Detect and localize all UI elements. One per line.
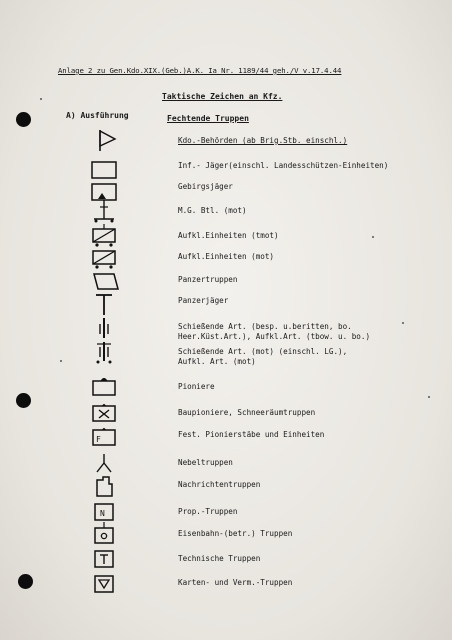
section-label: A) Ausführung: [66, 111, 129, 120]
entry-label: Prop.-Truppen: [178, 507, 238, 516]
entry-label: Panzerjäger: [178, 296, 229, 305]
artillery-horse-icon: [88, 316, 120, 340]
entry-label: Aufkl.Einheiten (tmot): [178, 231, 279, 240]
fortress-engineer-icon: [88, 425, 120, 449]
entry-label: M.G. Btl. (mot): [178, 206, 247, 215]
recon-mot-icon: [88, 247, 120, 271]
document-header: Anlage 2 zu Gen.Kdo.XIX.(Geb.)A.K. Ia Nr. 1189/44 geh./V v.17.4.44: [58, 66, 342, 75]
entry-label: Nebeltruppen: [178, 458, 233, 467]
entry-label: Panzertruppen: [178, 275, 238, 284]
infantry-rectangle-icon: [88, 158, 120, 182]
machine-gun-icon: [88, 199, 120, 223]
entry-label: Technische Truppen: [178, 554, 261, 563]
entry-label: Karten- und Verm.-Truppen: [178, 578, 293, 587]
antitank-icon: [88, 292, 120, 316]
engineer-icon: [88, 374, 120, 398]
survey-troops-icon: [88, 572, 120, 596]
armor-rhombus-icon: [88, 270, 120, 294]
entry-label: Pioniere: [178, 382, 215, 391]
svg-text:N: N: [100, 509, 105, 518]
paper-speck: [372, 236, 374, 238]
punch-hole: [18, 574, 33, 589]
paper-speck: [40, 98, 42, 100]
entry-label: Eisenbahn-(betr.) Truppen: [178, 529, 293, 538]
entry-label: Schießende Art. (besp. u.beritten, bo. Heer.Küst.Art.), Aufkl.Art. (tbow. u. bo.): [178, 322, 371, 341]
construction-engineer-icon: [88, 401, 120, 425]
punch-hole: [16, 393, 31, 408]
entry-label: Schießende Art. (mot) (einschl. LG.), Aufkl. Art. (mot): [178, 347, 348, 366]
railway-icon: [88, 521, 120, 545]
entry-label: Kdo.-Behörden (ab Brig.Stb. einschl.): [178, 136, 348, 145]
entry-label: Fest. Pionierstäbe und Einheiten: [178, 430, 325, 439]
entry-label: Nachrichtentruppen: [178, 480, 261, 489]
document-title: Taktische Zeichen an Kfz.: [162, 92, 283, 101]
svg-text:F: F: [96, 435, 101, 444]
signal-troops-icon: [88, 474, 120, 498]
artillery-mot-icon: [88, 341, 120, 365]
entry-label: Gebirgsjäger: [178, 182, 233, 191]
subheading: Fechtende Truppen: [167, 114, 249, 123]
entry-label: Aufkl.Einheiten (mot): [178, 252, 275, 261]
technical-troops-icon: [88, 547, 120, 571]
paper-speck: [402, 322, 404, 324]
entry-label: Inf.- Jäger(einschl. Landesschützen-Einheiten): [178, 161, 389, 170]
entry-label: Baupioniere, Schneeräumtruppen: [178, 408, 316, 417]
pennant-flag-icon: [88, 128, 120, 152]
smoke-troops-icon: [88, 450, 120, 474]
paper-speck: [428, 396, 430, 398]
recon-tmot-icon: [88, 224, 120, 248]
paper-speck: [60, 360, 62, 362]
punch-hole: [16, 112, 31, 127]
